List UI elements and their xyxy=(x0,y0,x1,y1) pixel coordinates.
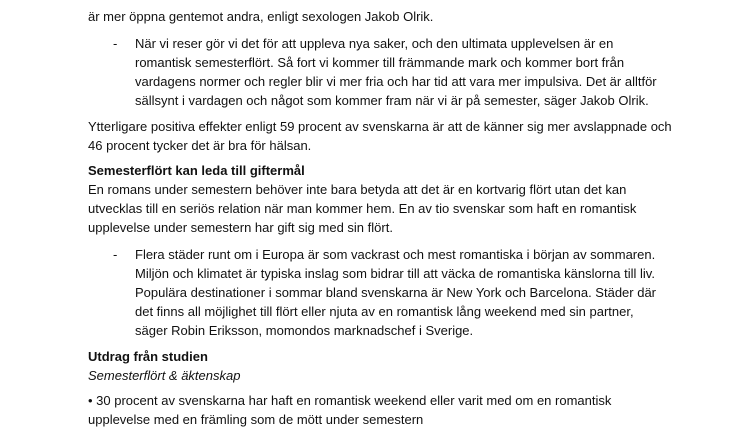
text-line: sällsynt i vardagen och något som kommer fram när vi är på semester, säger Jakob Olrik. xyxy=(135,93,649,108)
study-bullet-item xyxy=(88,391,688,429)
section-study-excerpt xyxy=(88,347,688,385)
text-line: säger Robin Eriksson, momondos marknadschef i Sverige. xyxy=(135,323,474,338)
section-marriage xyxy=(88,161,688,237)
text-line: Flera städer runt om i Europa är som vackrast och mest romantiska i början av sommaren. xyxy=(135,247,656,262)
text-line: vardagens normer och regler blir vi mer fria och har tid att vara mer impulsiva. Det är alltför xyxy=(135,74,657,89)
paragraph-positive-effects xyxy=(88,117,688,155)
text-line: 46 procent tycker det är bra för hälsan. xyxy=(88,138,312,153)
text-line: • 30 procent av svenskarna har haft en romantisk weekend eller varit med om en romantisk xyxy=(88,393,612,408)
text-line: upplevelse med en främling som de mött under semestern xyxy=(88,412,424,427)
text-line: När vi reser gör vi det för att uppleva nya saker, och den ultimata upplevelsen är en xyxy=(135,36,614,51)
text-line: är mer öppna gentemot andra, enligt sexologen Jakob Olrik. xyxy=(88,9,434,24)
section-heading: Semesterflört kan leda till giftermål xyxy=(88,163,305,178)
text-line: det finns all möjlighet till flört eller njuta av en romantisk lång weekend med sin partner, xyxy=(135,304,634,319)
bullet-marker: - xyxy=(113,36,118,51)
text-line: Miljön och klimatet är typiska inslag som bidrar till att väcka de romantiska känslorna till liv. xyxy=(135,266,655,281)
text-line: upplevelse under semestern har gift sig med sin flört. xyxy=(88,220,393,235)
text-line: Ytterligare positiva effekter enligt 59 procent av svenskarna är att de känner sig mer avslappnade och xyxy=(88,119,672,134)
text-line: En romans under semestern behöver inte bara betyda att det är en kortvarig flört utan det kan xyxy=(88,182,627,197)
section-subheading: Semesterflört & äktenskap xyxy=(88,368,241,383)
bullet-marker: - xyxy=(113,247,118,262)
text-line: romantisk semesterflört. Så fort vi kommer till främmande mark och kommer bort från xyxy=(135,55,625,70)
section-heading: Utdrag från studien xyxy=(88,349,208,364)
bullet-quote-jakob-olrik xyxy=(135,34,695,110)
intro-paragraph-tail xyxy=(88,7,688,26)
text-line: Populära destinationer i sommar bland svenskarna är New York och Barcelona. Städer där xyxy=(135,285,657,300)
text-line: utvecklas till en seriös relation när man kommer hem. En av tio svenskar som haft en romantisk xyxy=(88,201,637,216)
bullet-quote-robin-eriksson xyxy=(135,245,695,340)
